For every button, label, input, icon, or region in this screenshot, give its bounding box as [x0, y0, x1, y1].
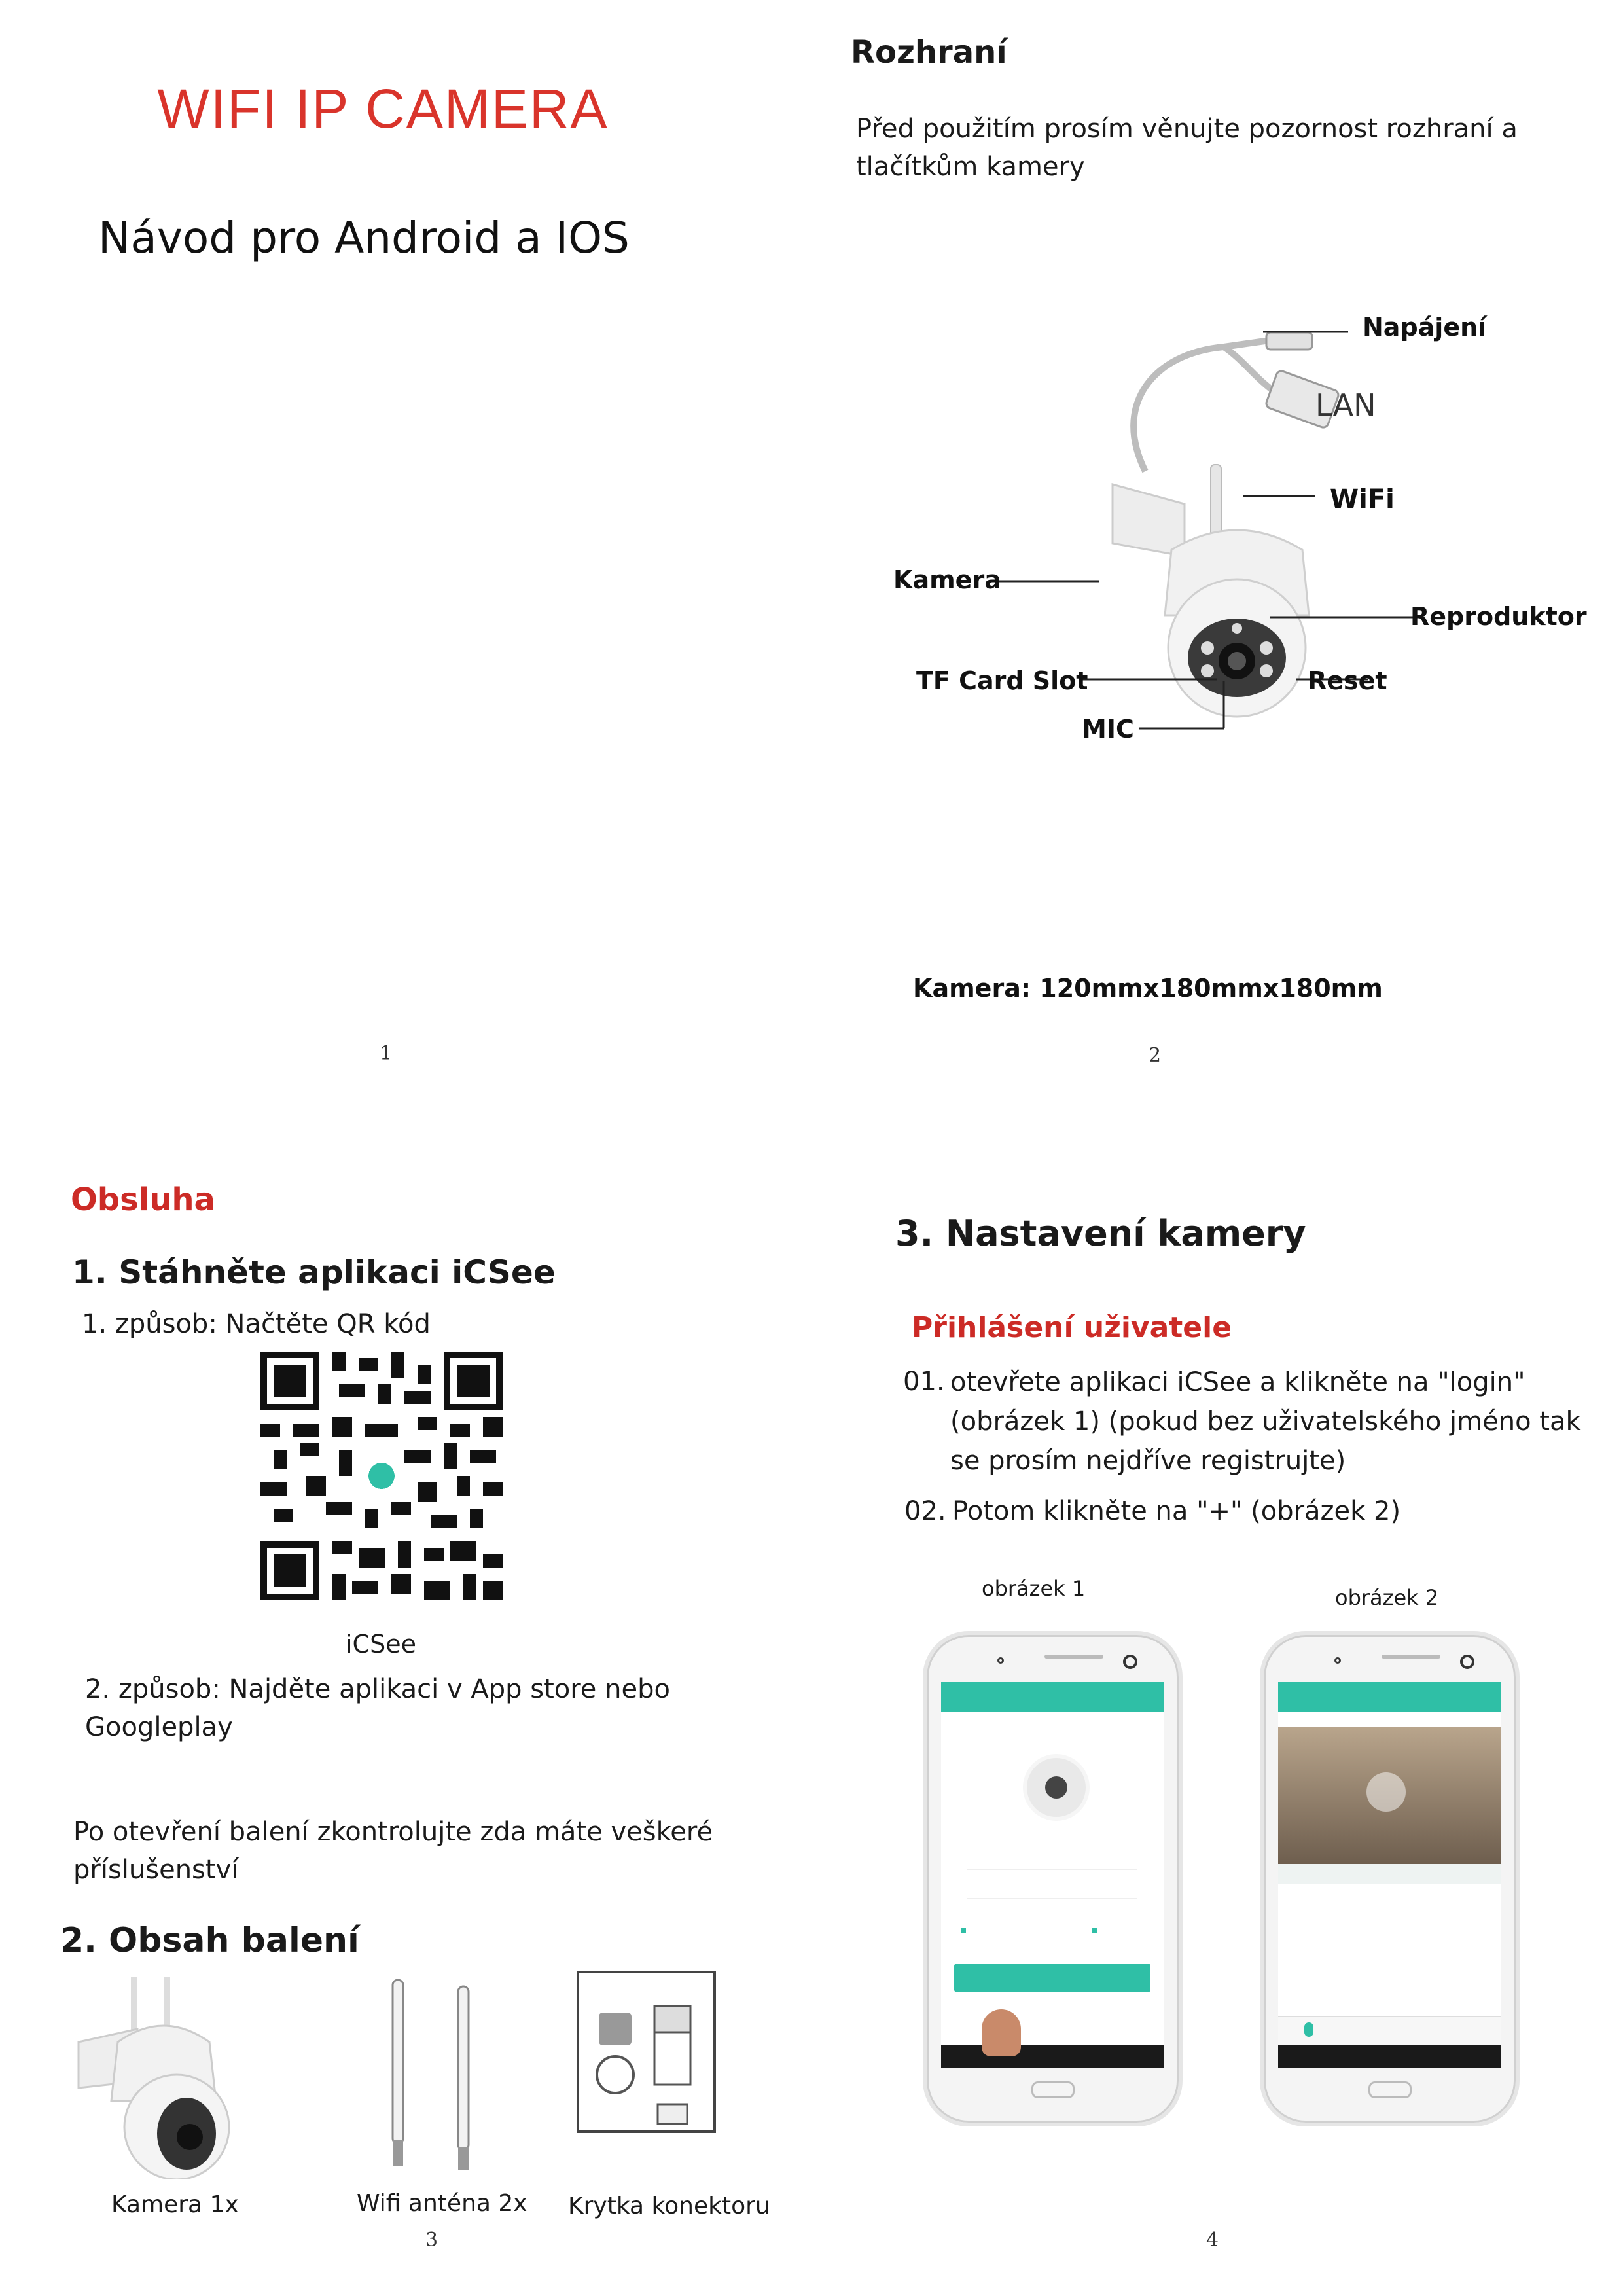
step01-number: 01.: [903, 1367, 945, 1397]
figure1-caption: obrázek 1: [982, 1576, 1086, 1601]
camera-dimensions: Kamera: 120mmx180mmx180mm: [913, 974, 1383, 1003]
front-camera-icon: [1460, 1655, 1474, 1669]
step02-text: Potom klikněte na "+" (obrázek 2): [952, 1496, 1401, 1526]
camera-logo-icon: [1023, 1754, 1090, 1821]
login-subheading: Přihlášení uživatele: [912, 1311, 1232, 1344]
antenna-item-image: [383, 1977, 488, 2173]
item-antenna-label: Wifi anténa 2x: [357, 2190, 527, 2217]
speaker-slot: [1044, 1655, 1103, 1659]
step2-heading: 2. Obsah balení: [60, 1921, 359, 1960]
item-cover-label: Krytka konektoru: [568, 2193, 770, 2219]
camera-preview-image: [1278, 1727, 1501, 1864]
qr-caption: iCSee: [346, 1630, 416, 1659]
label-camera: Kamera: [893, 565, 1001, 594]
page-number-3: 3: [425, 2229, 438, 2251]
section-heading: Obsluha: [71, 1181, 215, 1218]
interface-heading: Rozhraní: [851, 34, 1007, 71]
page-number-4: 4: [1206, 2229, 1219, 2251]
item-camera-label: Kamera 1x: [111, 2191, 239, 2218]
step02-number: 02.: [904, 1496, 946, 1526]
page-number-2: 2: [1149, 1044, 1162, 1067]
document-subtitle: Návod pro Android a IOS: [98, 213, 630, 263]
step01-text: otevřete aplikaci iCSee a klikněte na "login" (obrázek 1) (pokud bez uživatelského jméno tak se prosím nejdříve registrujte): [950, 1367, 1581, 1476]
setup-heading: 3. Nastavení kamery: [895, 1213, 1306, 1254]
way1-text: 1. způsob: Načtěte QR kód: [82, 1309, 431, 1339]
label-power: Napájení: [1363, 313, 1487, 342]
camera-item-image: [65, 1970, 236, 2179]
camera-dot-icon: [997, 1657, 1004, 1664]
package-check-note: Po otevření balení zkontrolujte zda máte veškeré příslušenství: [73, 1817, 713, 1885]
label-mic: MIC: [1082, 715, 1134, 744]
connector-cover-image: [576, 1970, 717, 2134]
phone-figure-2: [1260, 1631, 1520, 2126]
home-button: [1368, 2081, 1412, 2098]
device-list-screen: [1278, 1682, 1501, 2068]
document-title: WIFI IP CAMERA: [157, 78, 609, 139]
camera-dot-icon: [1334, 1657, 1341, 1664]
label-reset: Reset: [1308, 666, 1387, 695]
label-wifi: WiFi: [1330, 484, 1395, 514]
home-button: [1031, 2081, 1075, 2098]
figure2-caption: obrázek 2: [1335, 1585, 1439, 1610]
login-screen: [941, 1682, 1164, 2068]
play-icon[interactable]: [1366, 1772, 1406, 1812]
phone-figure-1: [923, 1631, 1183, 2126]
way2-text: 2. způsob: Najděte aplikaci v App store nebo Googleplay: [85, 1674, 670, 1742]
step1-heading: 1. Stáhněte aplikaci iCSee: [72, 1253, 556, 1291]
login-button[interactable]: [954, 1964, 1150, 1992]
page-number-1: 1: [380, 1042, 393, 1065]
label-lan: LAN: [1315, 387, 1376, 423]
label-speaker: Reproduktor: [1410, 602, 1587, 631]
front-camera-icon: [1123, 1655, 1137, 1669]
device-tab-icon[interactable]: [1304, 2022, 1313, 2037]
interface-intro: Před použitím prosím věnujte pozornost rozhraní a tlačítkům kamery: [856, 114, 1518, 182]
pointing-hand-icon: [982, 2009, 1021, 2056]
speaker-slot: [1382, 1655, 1440, 1659]
qr-code: [260, 1352, 503, 1600]
label-tf-card-slot: TF Card Slot: [916, 666, 1088, 695]
